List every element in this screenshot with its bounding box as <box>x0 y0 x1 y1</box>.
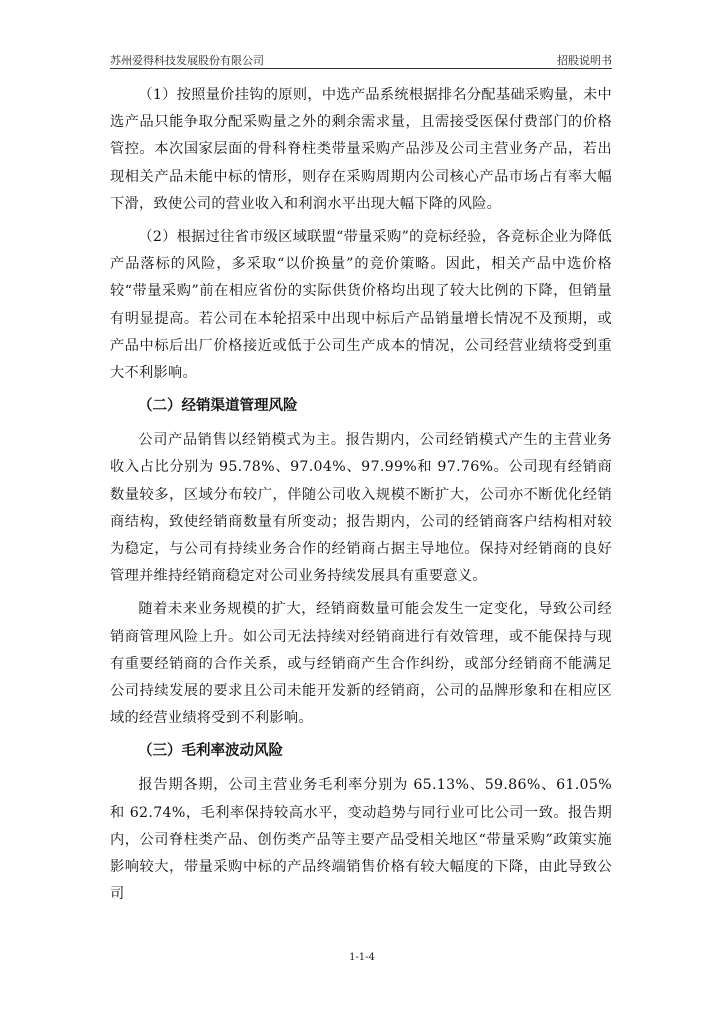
section-heading-gross-margin-risk: （三）毛利率波动风险 <box>138 743 283 760</box>
section-heading-distribution-risk: （二）经销渠道管理风险 <box>138 398 298 415</box>
paragraph-gross-margin: 报告期各期，公司主营业务毛利率分别为 65.13%、59.86%、61.05%和 62.74%，毛利率保持较高水平，变动趋势与同行业可比公司一致。报告期内，公司脊柱类产品、创伤类产品等主要产品受相关地区“带量采购”政策实施影响较大，带量采购中标的产品终端销售价格有较大幅度的下降，由此导致公司 <box>110 777 612 903</box>
page-header <box>110 50 612 68</box>
paragraph-distributor-management: 随着未来业务规模的扩大，经销商数量可能会发生一定变化，导致公司经销商管理风险上升。如公司无法持续对经销商进行有效管理，或不能保持与现有重要经销商的合作关系，或与经销商产生合作纠纷，或部分经销商不能满足公司持续发展的要求且公司未能开发新的经销商，公司的品牌形象和在相应区域的经营业绩将受到不利影响。 <box>110 601 612 727</box>
header-company-name: 苏州爱得科技发展股份有限公司 <box>110 54 264 67</box>
paragraph-volume-price-risk: （1）按照量价挂钩的原则，中选产品系统根据排名分配基础采购量，未中选产品只能争取分配采购量之外的剩余需求量，且需接受医保付费部门的价格管控。本次国家层面的骨科脊柱类带量采购产品涉及公司主营业务产品，若出现相关产品未能中标的情形，则存在采购周期内公司核心产品市场占有率大幅下滑，致使公司的营业收入和利润水平出现大幅下降的风险。 <box>110 87 612 212</box>
header-document-type: 招股说明书 <box>557 54 612 67</box>
paragraph-price-for-volume-risk: （2）根据过往省市级区域联盟“带量采购”的竞标经验，各竞标企业为降低产品落标的风险，多采取“以价换量”的竞价策略。因此，相关产品中选价格较“带量采购”前在相应省份的实际供货价格均出现了较大比例的下降，但销量有明显提高。若公司在本轮招采中出现中标后产品销量增长情况不及预期，或产品中标后出厂价格接近或低于公司生产成本的情况，公司经营业绩将受到重大不利影响。 <box>110 229 612 382</box>
document-body <box>110 82 612 914</box>
page-number: 1-1-4 <box>349 952 375 963</box>
header-divider <box>110 68 612 69</box>
paragraph-distribution-model: 公司产品销售以经销模式为主。报告期内，公司经销模式产生的主营业务收入占比分别为 95.78%、97.04%、97.99%和 97.76%。公司现有经销商数量较多，区域分布较广，伴随公司收入规模不断扩大，公司亦不断优化经销商结构，致使经销商数量有所变动；报告期内，公司的经销商客户结构相对较为稳定，与公司有持续业务合作的经销商占据主导地位。保持对经销商的良好管理并维持经销商稳定对公司业务持续发展具有重要意义。 <box>110 432 612 585</box>
